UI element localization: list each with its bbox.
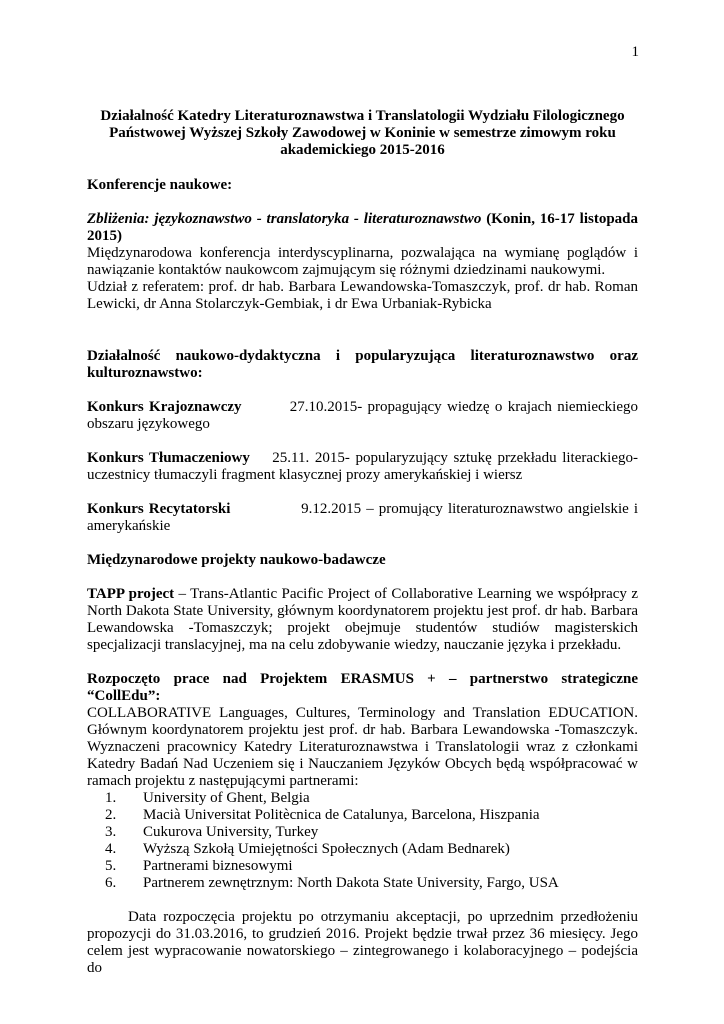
conference-meta: (Konin, 16-17 listopada 2015): [87, 211, 639, 244]
projects-heading: Międzynarodowe projekty naukowo-badawcze: [87, 552, 386, 568]
document-body: [87, 108, 638, 977]
tapp-text: – Trans-Atlantic Pacific Project of Collaborative Learning we współpracy z North Dakota State University, głównym koordynatorem projektu jest prof. dr hab. Barbara Lewandowska -Tomaszczyk; projekt obejmuje studentów studiów magisterskich specjalizacji translacyjnej, ma na celu zdobywanie wiedzy, nauczanie języka i przekładu.: [87, 586, 638, 653]
title-line-2: Państwowej Wyższej Szkoły Zawodowej w Koninie w semestrze zimowym roku: [109, 125, 616, 141]
activity-text: 27.10.2015- propagujący wiedzę o krajach niemieckiego obszaru językowego: [87, 399, 638, 432]
activity-name: Konkurs Krajoznawczy: [87, 399, 242, 415]
list-item: [87, 841, 638, 858]
list-item-number: 1.: [105, 790, 117, 806]
document-title: [87, 108, 638, 159]
list-item-number: 6.: [105, 875, 117, 891]
list-item-number: 4.: [105, 841, 117, 857]
title-line-1: Działalność Katedry Literaturoznawstwa i Translatologii Wydziału Filologicznego: [100, 108, 625, 124]
list-item: [87, 807, 638, 824]
tapp-name: TAPP project: [87, 586, 175, 602]
list-item: [87, 824, 638, 841]
activities-heading: Działalność naukowo-dydaktyczna i popularyzująca literaturoznawstwo oraz kulturoznawstwo:: [87, 348, 638, 381]
erasmus-heading: Rozpoczęto prace nad Projektem ERASMUS + – partnerstwo strategiczne “CollEdu”:: [87, 671, 638, 704]
conference-speakers: Udział z referatem: prof. dr hab. Barbara Lewandowska-Tomaszczyk, prof. dr hab. Roman Lewicki, dr Anna Stolarczyk-Gembiak, i dr Ewa Urbaniak-Rybicka: [87, 279, 638, 312]
activity-item: [87, 399, 638, 433]
conferences-heading: Konferencje naukowe:: [87, 177, 233, 193]
list-item-text: Macià Universitat Politècnica de Catalunya, Barcelona, Hiszpania: [143, 807, 540, 823]
activity-text: 25.11. 2015- popularyzujący sztukę przekładu literackiego- uczestnicy tłumaczyli fragment klasycznej prozy amerykańskiej i wiersz: [87, 450, 638, 483]
partners-list: [87, 790, 638, 892]
activity-item: [87, 450, 638, 484]
activity-name: Konkurs Recytatorski: [87, 501, 231, 517]
activity-text: 9.12.2015 – promujący literaturoznawstwo angielskie i amerykańskie: [87, 501, 638, 534]
list-item-number: 2.: [105, 807, 117, 823]
list-item-text: Cukurova University, Turkey: [143, 824, 319, 840]
list-item-text: Partnerem zewnętrznym: North Dakota State University, Fargo, USA: [143, 875, 559, 891]
conference-description: Międzynarodowa konferencja interdyscyplinarna, pozwalająca na wymianę poglądów i nawiązanie kontaktów naukowcom zajmującym się różnymi dziedzinami naukowymi.: [87, 245, 638, 278]
list-item-number: 5.: [105, 858, 117, 874]
list-item: [87, 875, 638, 892]
list-item-text: Wyższą Szkołą Umiejętności Społecznych (Adam Bednarek): [143, 841, 510, 857]
erasmus-text: COLLABORATIVE Languages, Cultures, Terminology and Translation EDUCATION. Głównym koordynatorem projektu jest prof. dr hab. Barbara Lewandowska -Tomaszczyk. Wyznaczeni pracownicy Katedry Literaturoznawstwa i Translatologii wraz z członkami Katedry Badań Nad Uczeniem się i Nauczaniem Języków Obcych będą współpracować w ramach projektu z następującymi partnerami:: [87, 705, 638, 789]
list-item: [87, 858, 638, 875]
conference-title: Zbliżenia: językoznawstwo - translatoryka - literaturoznawstwo: [87, 211, 482, 227]
list-item-text: University of Ghent, Belgia: [143, 790, 310, 806]
closing-paragraph: Data rozpoczęcia projektu po otrzymaniu akceptacji, po uprzednim przedłożeniu propozycji do 31.03.2016, to grudzień 2016. Projekt będzie trwał przez 36 miesięcy. Jego celem jest wypracowanie nowatorskiego – zintegrowanego i kolaboracyjnego – podejścia do: [87, 909, 638, 976]
activity-name: Konkurs Tłumaczeniowy: [87, 450, 250, 466]
list-item: [87, 790, 638, 807]
page-number: 1: [631, 44, 639, 60]
title-line-3: akademickiego 2015-2016: [280, 142, 445, 158]
list-item-number: 3.: [105, 824, 117, 840]
activity-item: [87, 501, 638, 535]
list-item-text: Partnerami biznesowymi: [143, 858, 293, 874]
tapp-paragraph: [87, 586, 638, 654]
conference-event: [87, 211, 638, 245]
